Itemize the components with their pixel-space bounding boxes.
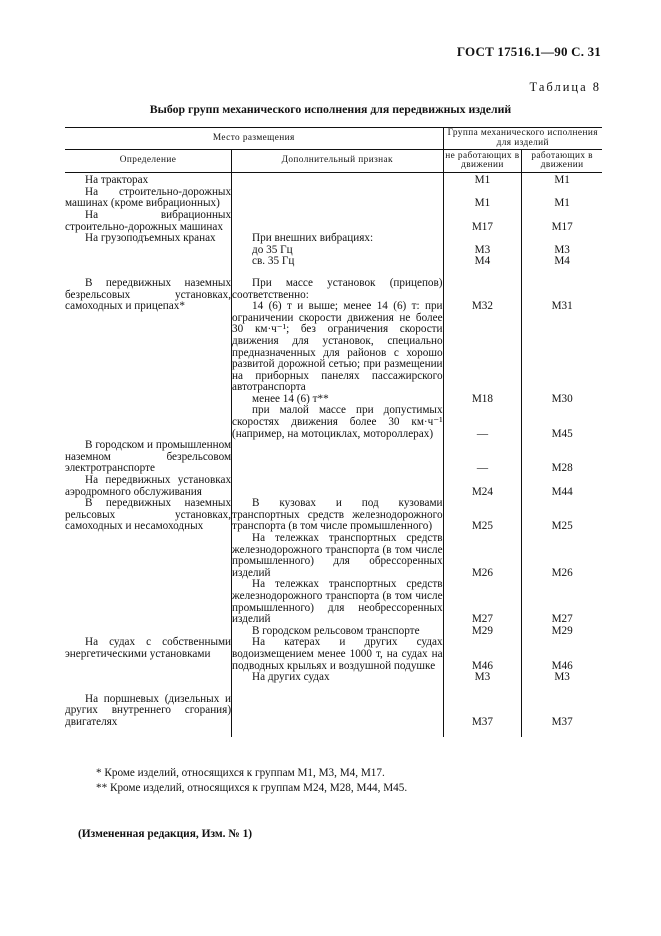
table-row: На грузоподъемных кранах При внешних вибрациях: до 35 Гц св. 35 Гц M3 M4 M3 M4 [65,233,602,268]
table-row: В городском и промышленном наземном безрельсовом электротранспорте — M28 [65,439,573,475]
table-row: На передвижных установках аэродромного обслуживания M24 M44 [65,474,573,498]
table-row: В передвижных наземных рельсовых установках, самоходных и несамоходных В кузовах и под кузовами транспортных средств железнодорожного транспорта (в том числе промышленного) На тележках транспортных средств железнодорожного транспорта (в том числе промышленного) для обрессоренных изделий На тележках транспортных средств железнодорожного транспорта (в том числе промышленного) для необрессоренных изделий В городском рельсовом транспорте M25 M26 M27 M29 M25 M26 M27 M29 [65,497,573,637]
header-group: Группа механического исполнения для изделий [443,128,602,150]
table-row: На тракторах M1 M1 [65,173,602,187]
table-row: На строительно-дорожных машинах (кроме вибрационных) M1 M1 [65,185,570,210]
selection-table [65,127,602,737]
header-place: Место размещения [65,128,443,150]
footnote-2: ** Кроме изделий, относящихся к группам M24, M28, M44, M45. [96,782,408,794]
table-row: В передвижных наземных безрельсовых установках, самоходных и прицепах* При массе установок (прицепов) соответственно: 14 (6) т и выше; менее 14 (6) т: при ограничении скорости движения не более 30 км·ч⁻¹; без ограничения скорости движения для установок, специально предназначенных для районов с хорошо развитой дорожной сетью; при размещении на приборных панелях пассажирского автотранспорта менее 14 (6) т** при малой массе при допустимых скоростях движения более 30 км·ч⁻¹ (например, на мотоциклах, мотороллерах) M32 M18 — M31 M30 M45 [65,268,602,440]
table-row: На судах с собственными энергетическими установками На катерах и других судах водоизмещением менее 1000 т, на судах на подводных крыльях и воздушной подушке На других судах M46 M3 M46 M3 [65,636,573,684]
table-row: На поршневых (дизельных и других внутреннего сгорания) двигателях M37 M37 [65,684,602,729]
table-title: Выбор групп механического исполнения для передвижных изделий [149,102,512,116]
table-number: Таблица 8 [529,80,601,94]
edition-note: (Измененная редакция, Изм. № 1) [78,828,253,840]
header-additional: Дополнительный признак [232,150,444,173]
header-definition: Определение [65,150,232,173]
header-not-working: не работающих в движении [443,150,522,173]
header-working: работающих в движении [522,150,602,173]
table-row: На вибрационных строительно-дорожных машинах M17 M17 [65,208,573,233]
page-header-code: ГОСТ 17516.1—90 С. 31 [456,44,601,59]
footnote-1: * Кроме изделий, относящихся к группам M1, M3, M4, M17. [96,767,385,779]
